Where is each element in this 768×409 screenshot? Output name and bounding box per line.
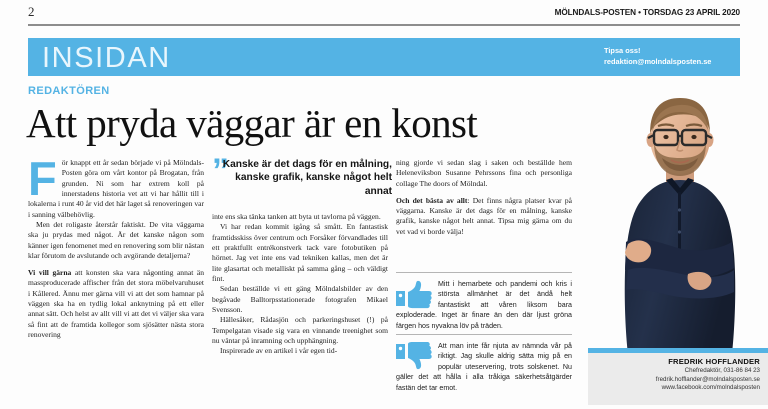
article-headline: Att pryda väggar är en konst [26, 100, 478, 146]
article-column-1 [28, 152, 204, 340]
portrait-photo [592, 92, 768, 360]
masthead-divider [28, 24, 740, 26]
publication-title: MÖLNDALS-POSTEN • TORSDAG 23 APRIL 2020 [554, 8, 740, 17]
paragraph [28, 152, 204, 220]
page-number: 2 [28, 4, 35, 19]
paragraph-text: Sedan beställde vi ett gäng Mölndalsbilder av den begåvade Balltorpsstationerade fotografen Mikael Svensson. [212, 284, 388, 315]
thumbs-up-text: Mitt i hemarbete och pandemi och kris i största allmänhet är det ändå helt fantastiskt att våren liksom bara exploderade. Inget är finare än den där ljust gröna färgen hos nyvakna löv på träden. [396, 280, 572, 330]
section-title: INSIDAN [42, 42, 171, 74]
divider [396, 334, 572, 335]
paragraph [28, 220, 204, 261]
paragraph-text: Hällesåker, Rådasjön och parkeringshuset (!) på Tempelgatan visade sig vara en vinnande treenighet som nu väntar på inramning och upphängning. [212, 315, 388, 346]
byline-name: FREDRIK HOFFLANDER [668, 357, 760, 366]
paragraph-lead: Vi vill gärna [28, 267, 72, 277]
paragraph [212, 315, 388, 346]
byline-web[interactable]: www.facebook.com/molndalsposten [661, 384, 760, 392]
paragraph-text: Vi har redan kommit igång så smått. En fantastisk framtidsskiss över centrum och Forsåker förvandlades till ett praktfullt entrékonstverk tack vare fotobutiken på hörnet. Jag vet inte ens vad tekniken kallas, men det är lite glasartat och metalliskt på samma gång – och väldigt fint. [212, 222, 388, 284]
pull-quote-text: Kanske är det dags för en målning, kanske grafik, kanske något helt annat [222, 159, 392, 197]
tip-us-block [604, 45, 711, 67]
byline-card [588, 348, 768, 405]
divider [396, 272, 572, 273]
byline-email[interactable]: fredrik.hofflander@molndalsposten.se [655, 375, 760, 383]
masthead [28, 4, 740, 24]
paragraph [212, 346, 388, 356]
paragraph-text: Men det roligaste återstår faktiskt. De vita väggarna ska ju prydas med något. Är det kanske någon som känner igen fenomenet med en renovering som blir nästan klar förutom de avslutande och avgörande detaljerna? [28, 220, 204, 261]
paragraph [396, 158, 572, 189]
thumbs-up-block [396, 279, 572, 331]
paragraph [212, 212, 388, 222]
thumbs-down-text: Att man inte får njuta av nämnda vår på riktigt. Jag skulle aldrig sätta mig på en populär uteservering, trots solskenet. Nu gäller det att hålla i alla tråkiga säkerhetsåtgärder fastän det tar emot. [396, 342, 572, 392]
article-kicker: REDAKTÖREN [28, 85, 110, 97]
paragraph-text: ning gjorde vi sedan slag i saken och beställde hem Heleneviksbon Susanne Pehrssons fina och personliga collage The doors of Mölndal. [396, 158, 572, 188]
paragraph [212, 222, 388, 284]
paragraph-text: att konsten ska vara någonting annat än massproducerade affischer från det stora möbelvaruhuset i Kållered. Ännu mer gärna vill vi att det som hamnar på väggen ska ha en tydlig lokal anknytning på ett eller annat sätt. Och helst av allt vill vi att det vi väljer ska vara så fint att de framtida kollegor som sjösätter nästa stora renovering [28, 267, 204, 339]
thumbs-down-block [396, 341, 572, 393]
tip-label: Tipsa oss! [604, 46, 641, 55]
article-column-2 [212, 212, 388, 357]
paragraph [28, 268, 204, 340]
thumbs-down-icon [396, 342, 432, 372]
thumbs-up-icon [396, 280, 432, 310]
quote-mark-icon: ” [212, 152, 227, 190]
tip-email[interactable]: redaktion@molndalsposten.se [604, 57, 712, 66]
byline-details [656, 357, 760, 393]
pull-quote [212, 152, 392, 209]
paragraph-text: : Det finns några platser kvar på väggarna. Kanske är det dags för en målning, kanske grafik, kanske något helt annat. Tipsa mig gärna om du vet vad vi borde välja! [396, 195, 572, 236]
paragraph [212, 284, 388, 315]
paragraph-lead: Och det bästa av allt [396, 195, 468, 205]
article-column-3 [396, 158, 572, 237]
section-banner [28, 38, 740, 76]
byline-role: Chefredaktör, 031-86 84 23 [684, 367, 760, 374]
drop-cap: F [28, 152, 57, 205]
paragraph-text: ör knappt ett år sedan började vi på Mölndals-Posten göra om vårt kontor på Brogatan, från grunden. Ni som har extrem koll på innerstadens historia vet att vi har hållit till i lokalerna i runt 40 år vid det här laget så renoveringen var i sanning välbehövlig. [28, 158, 204, 219]
paragraph [396, 196, 572, 237]
paragraph-text: Inspirerade av en artikel i vår egen tid- [220, 346, 338, 356]
paragraph-text: inte ens ska tänka tanken att byta ut tavlorna på väggen. [212, 212, 381, 221]
